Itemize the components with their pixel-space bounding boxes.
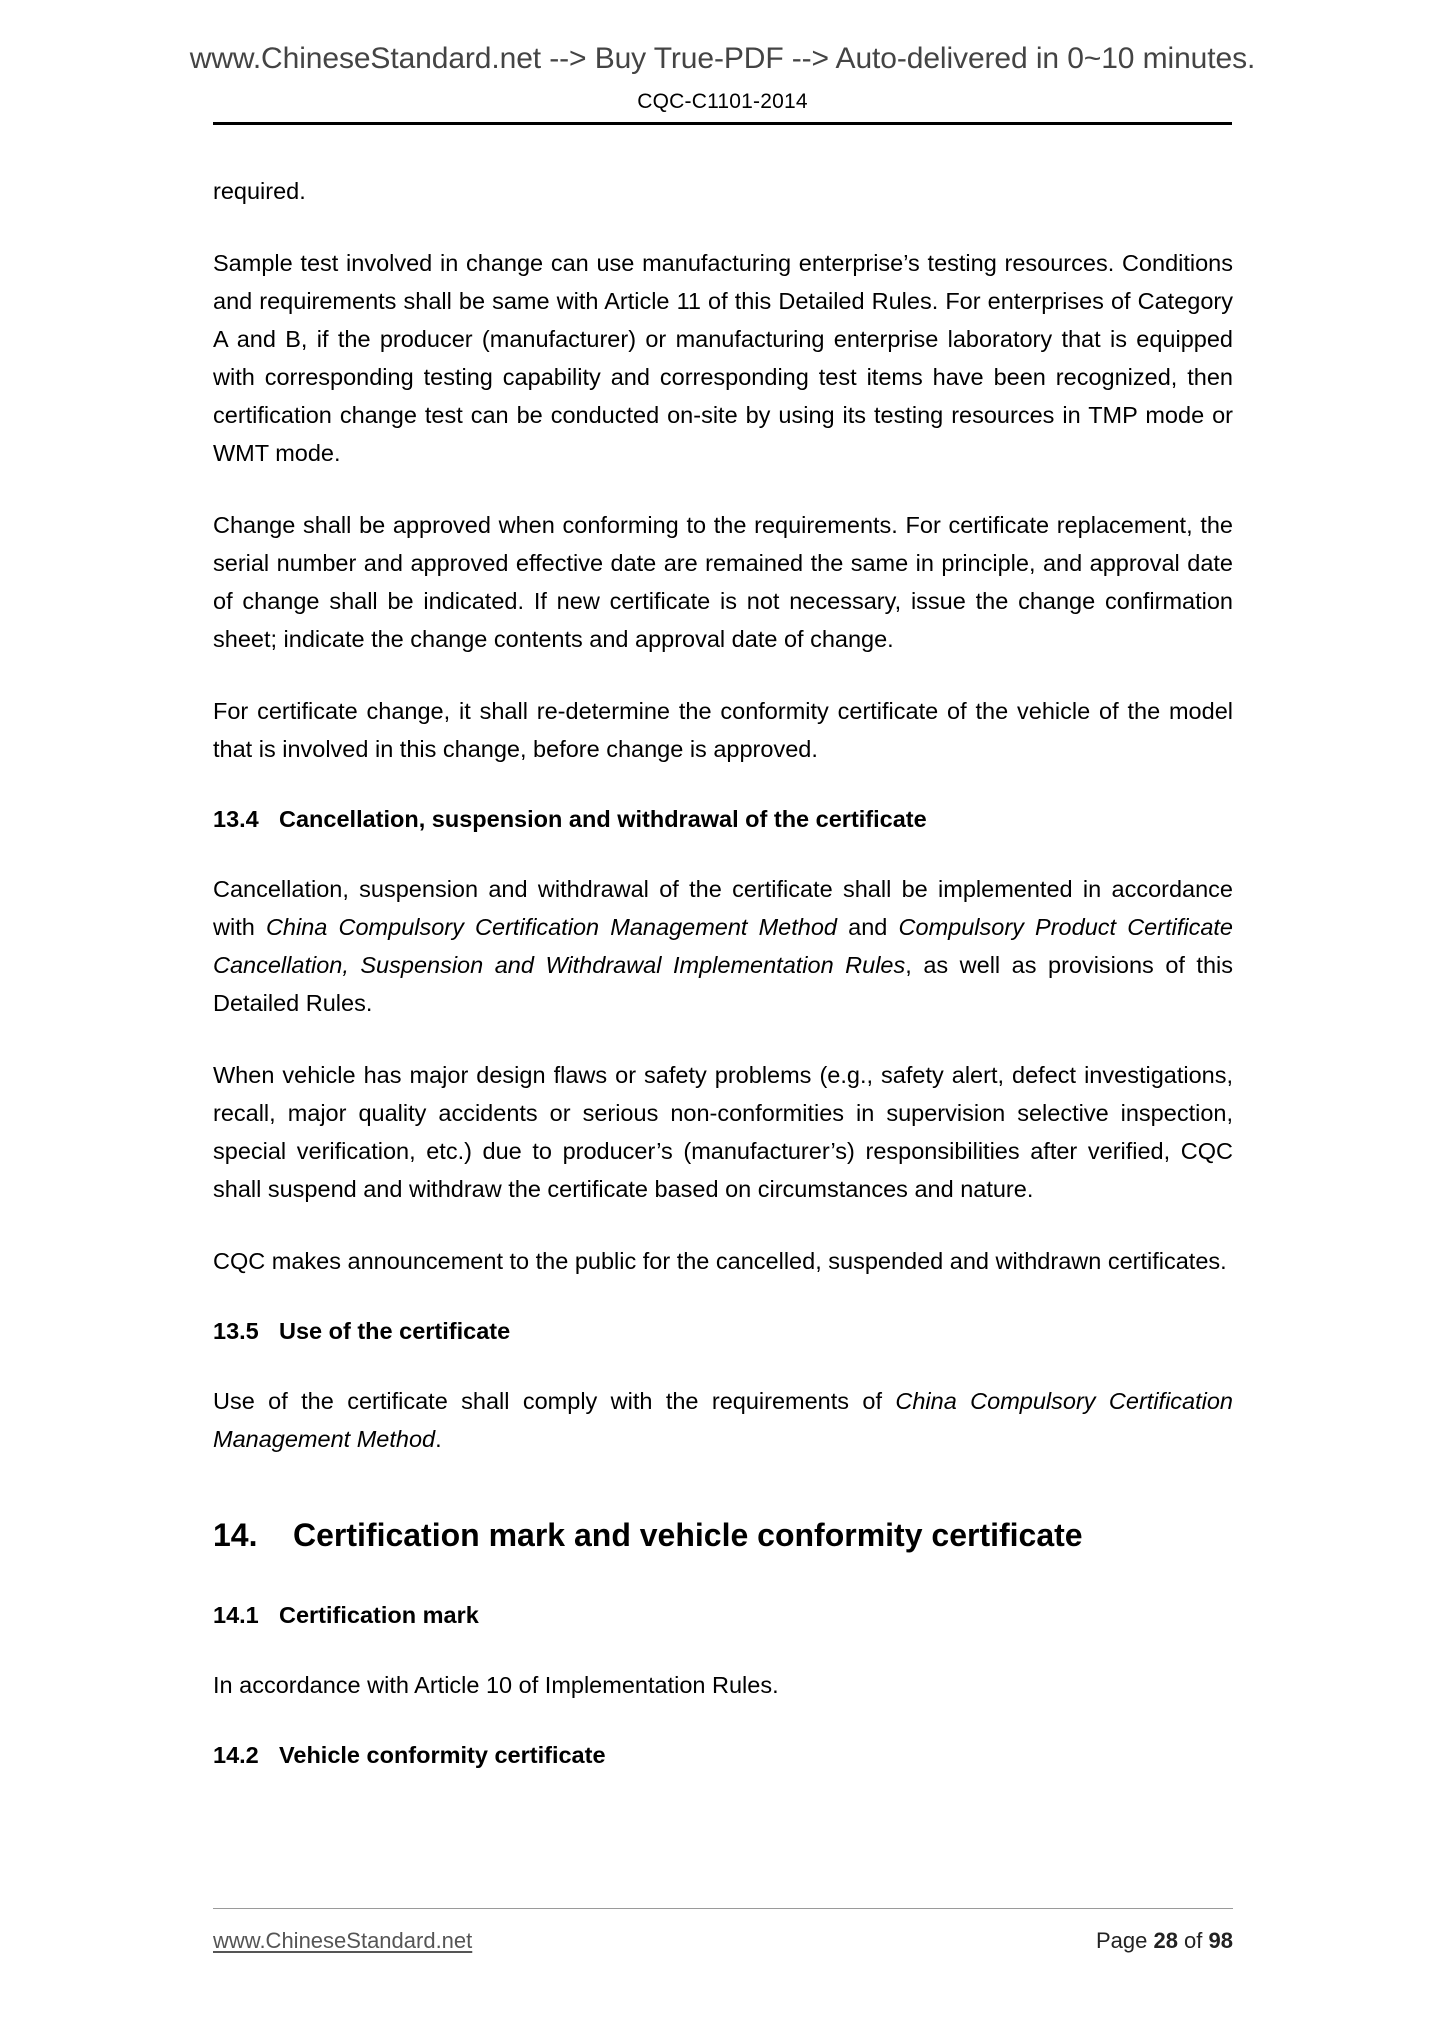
- cancellation-text-2: and: [837, 914, 899, 940]
- cancellation-text-3: , as well as provisions of this Detailed Rules.: [213, 952, 1234, 1016]
- heading-13-4-label: Cancellation, suspension and withdrawal of the certificate: [279, 806, 927, 832]
- cancellation-citation-2: Compulsory Product Certificate Cancellation, Suspension and Withdrawal Implementation Rules: [213, 914, 1233, 978]
- paragraph-cqc-announcement: CQC makes announcement to the public for the cancelled, suspended and withdrawn certificates.: [213, 1248, 1227, 1274]
- paragraph-change-approved: Change shall be approved when conforming to the requirements. For certificate replacement, the serial number and approved effective date are remained the same in principle, and approval date of change shall be indicated. If new certificate is not necessary, issue the change confirmation sheet; indicate the change contents and approval date of change.: [213, 512, 1233, 652]
- page-total: 98: [1208, 1928, 1233, 1953]
- document-code: CQC-C1101-2014: [637, 90, 808, 113]
- heading-14-1-label: Certification mark: [279, 1602, 479, 1628]
- paragraph-sample-test: Sample test involved in change can use manufacturing enterprise’s testing resources. Conditions and requirements shall be same with Article 11 of this Detailed Rules. For enterprises of Category A and B, if the producer (manufacturer) or manufacturing enterprise laboratory that is equipped with corresponding testing capability and corresponding test items have been recognized, then certification change test can be conducted on-site by using its testing resources in TMP mode or WMT mode.: [213, 250, 1233, 466]
- paragraph-use-of-certificate: [213, 1382, 1233, 1458]
- heading-14-2: [213, 1738, 1233, 1772]
- heading-14: [213, 1514, 1233, 1556]
- paragraph-certificate-change: For certificate change, it shall re-determine the conformity certificate of the vehicle of the model that is involved in this change, before change is approved.: [213, 698, 1233, 762]
- use-citation-1: China Compulsory Certification Management Method: [213, 1388, 1233, 1452]
- heading-14-number: 14.: [213, 1517, 258, 1553]
- use-text-2: .: [435, 1426, 442, 1452]
- heading-14-2-number: 14.2: [213, 1742, 259, 1768]
- heading-14-1: [213, 1598, 1233, 1632]
- page-middle: of: [1177, 1928, 1209, 1953]
- use-text-1: Use of the certificate shall comply with the requirements of: [213, 1388, 896, 1414]
- promo-banner: www.ChineseStandard.net --> Buy True-PDF --> Auto-delivered in 0~10 minutes.: [189, 42, 1256, 75]
- header-divider: [213, 122, 1232, 125]
- page-prefix: Page: [1095, 1928, 1154, 1953]
- heading-13-4-number: 13.4: [213, 806, 259, 832]
- paragraph-cancellation: [213, 870, 1233, 1022]
- cancellation-text-1: Cancellation, suspension and withdrawal of the certificate shall be implemented in accordance with: [213, 876, 1233, 940]
- heading-14-label: Certification mark and vehicle conformity certificate: [293, 1517, 1083, 1553]
- footer-website-link[interactable]: www.ChineseStandard.net: [213, 1928, 473, 1953]
- footer-row: [213, 1909, 1233, 1954]
- heading-13-5-number: 13.5: [213, 1318, 259, 1344]
- page-footer: [213, 1908, 1233, 1954]
- page-number-indicator: [1096, 1928, 1233, 1954]
- paragraph-major-design-flaws: When vehicle has major design flaws or safety problems (e.g., safety alert, defect investigations, recall, major quality accidents or serious non-conformities in supervision selective inspection, special verification, etc.) due to producer’s (manufacturer’s) responsibilities after verified, CQC shall suspend and withdraw the certificate based on circumstances and nature.: [213, 1062, 1233, 1202]
- paragraph-article-10: In accordance with Article 10 of Implementation Rules.: [213, 1672, 779, 1698]
- heading-13-5: [213, 1314, 1233, 1348]
- paragraph-required: required.: [213, 178, 306, 204]
- document-body: [213, 172, 1233, 1806]
- page-current: 28: [1153, 1928, 1178, 1953]
- page-header: [0, 0, 1445, 125]
- heading-13-5-label: Use of the certificate: [279, 1318, 511, 1344]
- heading-14-2-label: Vehicle conformity certificate: [279, 1742, 606, 1768]
- heading-14-1-number: 14.1: [213, 1602, 259, 1628]
- heading-13-4: [213, 802, 1233, 836]
- cancellation-citation-1: China Compulsory Certification Management Method: [265, 914, 837, 940]
